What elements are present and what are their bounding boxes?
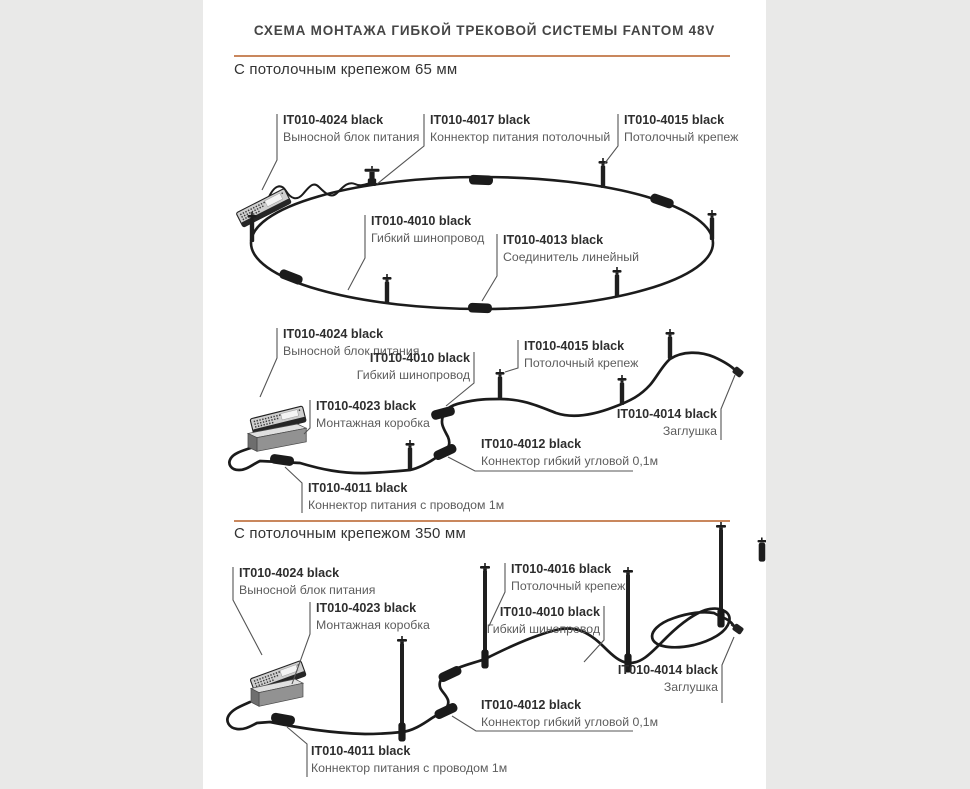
- ceiling-mount-65: [496, 369, 505, 399]
- part-code: IT010-4010 black: [371, 214, 472, 228]
- part-name: Коннектор гибкий угловой 0,1м: [481, 714, 659, 729]
- part-name: Выносной блок питания: [239, 582, 376, 597]
- part-name: Выносной блок питания: [283, 343, 420, 358]
- part-label-4017: [430, 112, 610, 145]
- flex-corner-connector: [432, 443, 458, 462]
- part-name: Потолочный крепеж: [511, 578, 626, 593]
- part-code: IT010-4023 black: [316, 399, 417, 413]
- part-code: IT010-4012 black: [481, 437, 582, 451]
- part-code: IT010-4014 black: [617, 663, 718, 677]
- part-name: Коннектор питания с проводом 1м: [311, 760, 508, 775]
- diagram-run-350mm: [227, 522, 766, 777]
- ceiling-mount-65: [599, 158, 608, 188]
- part-label-4015: [524, 338, 638, 371]
- part-label-4013: [503, 232, 639, 265]
- part-label-4023: [316, 600, 430, 633]
- part-name: Заглушка: [663, 679, 718, 694]
- part-label-4023: [316, 398, 430, 431]
- page-title: СХЕМА МОНТАЖА ГИБКОЙ ТРЕКОВОЙ СИСТЕМЫ FANTOM 48V: [253, 23, 716, 38]
- part-code: IT010-4014 black: [616, 407, 717, 421]
- document-panel: [203, 0, 766, 789]
- part-label-4010: [371, 213, 484, 246]
- flex-corner-connector: [437, 665, 463, 684]
- part-label-4011: [308, 480, 504, 513]
- part-name: Гибкий шинопровод: [371, 230, 485, 245]
- part-code: IT010-4015 black: [624, 113, 725, 127]
- part-label-4014: [617, 406, 717, 439]
- part-name: Потолочный крепеж: [524, 355, 639, 370]
- linear-connector: [469, 175, 493, 185]
- part-label-4014: [618, 662, 718, 695]
- ceiling-mount-65: [666, 329, 675, 359]
- linear-connector: [649, 193, 675, 210]
- ceiling-mount-65: [406, 440, 415, 470]
- part-label-4010: [357, 350, 470, 383]
- part-label-4012: [481, 436, 658, 469]
- part-name: Гибкий шинопровод: [356, 367, 470, 382]
- part-name: Коннектор гибкий угловой 0,1м: [481, 453, 659, 468]
- part-code: IT010-4011 black: [311, 744, 411, 758]
- part-code: IT010-4010 black: [369, 351, 470, 365]
- part-code: IT010-4024 black: [283, 327, 384, 341]
- part-name: Коннектор питания с проводом 1м: [308, 497, 505, 512]
- part-name: Соединитель линейный: [503, 249, 639, 264]
- part-code: IT010-4024 black: [239, 566, 340, 580]
- part-name: Монтажная коробка: [316, 415, 430, 430]
- part-name: Гибкий шинопровод: [486, 621, 600, 636]
- ceiling-mount-65: [248, 212, 257, 242]
- part-label-4012: [481, 697, 658, 730]
- part-code: IT010-4017 black: [430, 113, 531, 127]
- part-code: IT010-4011 black: [308, 481, 408, 495]
- part-code: IT010-4016 black: [511, 562, 612, 576]
- part-code: IT010-4024 black: [283, 113, 384, 127]
- linear-connector: [278, 268, 304, 286]
- linear-connector: [468, 303, 492, 313]
- part-label-4024: [239, 565, 375, 598]
- part-name: Монтажная коробка: [316, 617, 430, 632]
- part-name: Потолочный крепеж: [624, 129, 739, 144]
- part-label-4016: [511, 561, 625, 594]
- part-code: IT010-4012 black: [481, 698, 582, 712]
- section-heading-65mm: С потолочным крепежом 65 мм: [234, 61, 458, 78]
- part-code: IT010-4013 black: [503, 233, 604, 247]
- part-label-4010: [487, 604, 600, 637]
- part-code: IT010-4023 black: [316, 601, 417, 615]
- part-name: Коннектор питания потолочный: [430, 129, 611, 144]
- power-feed-connector: [269, 454, 294, 467]
- part-label-4015: [624, 112, 738, 145]
- part-code: IT010-4015 black: [524, 339, 625, 353]
- ceiling-mount-65: [613, 267, 622, 297]
- spare-rod-piece: [758, 538, 767, 562]
- ceiling-mount-350: [397, 636, 407, 742]
- part-label-4024: [283, 112, 419, 145]
- ceiling-mount-65: [708, 210, 717, 240]
- part-label-4011: [311, 743, 507, 776]
- ceiling-mount-65: [618, 375, 627, 405]
- part-code: IT010-4010 black: [499, 605, 600, 619]
- part-name: Заглушка: [662, 423, 717, 438]
- section-heading-350mm: С потолочным крепежом 350 мм: [234, 525, 466, 542]
- ceiling-mount-65: [383, 274, 392, 304]
- ceiling-mount-350: [716, 522, 726, 628]
- part-name: Выносной блок питания: [283, 129, 420, 144]
